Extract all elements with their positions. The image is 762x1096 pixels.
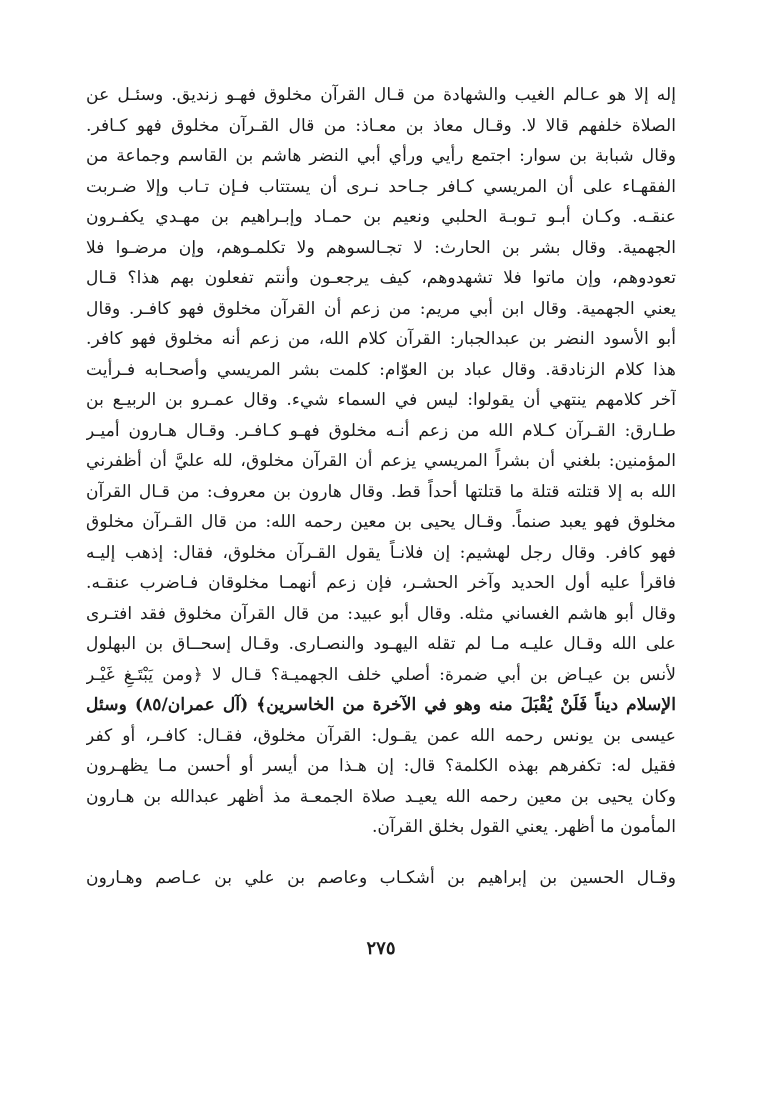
text-line: وقال أبو هاشم الغساني مثله. وقال أبو عبيد: من قال القرآن مخلوق فقد افتـرى bbox=[86, 603, 676, 624]
text-line: إله إلا هو عـالم الغيب والشهادة من قـال القرآن مخلوق فهـو زنديق. وسئـل عن bbox=[86, 85, 676, 105]
text-line: تعودوهم، وإن ماتوا فلا تشهدوهم، كيف يرجعـون وأنتم تفعلون بهم هذا؟ قـال bbox=[86, 268, 676, 288]
text-line: على الله وقـال عليـه مـا لم تقله اليهـود والنصـارى. وقـال إسحــاق بن البهلول bbox=[86, 634, 676, 654]
text-line: طـارق: القـرآن كـلام الله من زعم أنـه مخلوق فهـو كـافـر. وقـال هـارون أميـر bbox=[86, 420, 676, 441]
text-line: وكان يحيى بن معين رحمه الله يعيـد صلاة الجمعـة مذ أظهر عبدالله بن هـارون bbox=[86, 786, 676, 807]
text-line: الفقهـاء على أن المريسي كـافر جـاحد نـرى أن يستتاب فـإن تـاب وإلا ضـربت bbox=[86, 176, 676, 197]
text-line: وقال شبابة بن سوار: اجتمع رأيي ورأي أبي النضر هاشم بن القاسم وجماعة من bbox=[86, 146, 676, 166]
text-line: آخر كلامهم ينتهي أن يقولوا: ليس في السماء شيء. وقال عمـرو بن الربيـع بن bbox=[86, 390, 676, 410]
next-paragraph-line: وقـال الحسين بن إبراهيم بن أشكـاب وعاصم بن علي بن عـاصم وهـارون bbox=[86, 867, 676, 888]
page-number: ٢٧٥ bbox=[366, 938, 396, 959]
text-line: لأنس بن عيـاض بن أبي ضمرة: أصلي خلف الجهميـة؟ قـال لا ﴿ومن يَبْتَـغِ غَيْـر bbox=[86, 664, 676, 685]
paragraph-gap bbox=[86, 843, 676, 863]
text-line: الصلاة خلفهم قالا لا. وقـال معاذ بن معـاذ: من قال القـرآن مخلوق فهو كـافر. bbox=[86, 115, 676, 136]
text-line: عيسى بن يونس رحمه الله عمن يقـول: القرآن مخلوق، فقـال: كافـر، أو كفر bbox=[86, 725, 676, 746]
text-line: المأمون ما أظهر. يعني القول بخلق القرآن. bbox=[371, 817, 676, 837]
text-line: فهو كافر. وقال رجل لهشيم: إن فلانـاً يقول القـرآن مخلوق، فقال: إذهب إليـه bbox=[86, 542, 676, 563]
text-line: هذا كلام الزنادقة. وقال عباد بن العوّام: كلمت بشر المريسي وأصحـابه فـرأيت bbox=[86, 359, 676, 380]
text-line: الله به إلا قتلته قتلة ما قتلتها أحداً قط. وقال هارون بن معروف: من قـال القرآن bbox=[86, 481, 676, 502]
text-line: أبو الأسود النضر بن عبدالجبار: القرآن كلام الله، من زعم أنه مخلوق فهو كافر. bbox=[86, 329, 676, 349]
page-body bbox=[86, 80, 676, 893]
text-line: يعني الجهمية. وقال ابن أبي مريم: من زعم أن القرآن مخلوق فهو كافـر. وقال bbox=[86, 298, 676, 319]
text-line: فقيل له: تكفرهم بهذه الكلمة؟ قال: إن هـذا من أيسر أو أحسن مـا يظهـرون bbox=[86, 756, 676, 776]
text-line: مخلوق فهو يعبد صنماً. وقـال يحيى بن معين رحمه الله: من قال القـرآن مخلوق bbox=[86, 512, 676, 532]
text-line: فاقرأ عليه أول الحديد وآخر الحشـر، فإن زعم أنهمـا مخلوقان فـاضرب عنقـه. bbox=[86, 573, 676, 593]
quran-verse-line: الإسلام ديناً فَلَنْ يُقْبَلَ منه وهو في الآخرة من الخاسرين﴾ (آل عمران/٨٥) وسئل bbox=[86, 695, 676, 715]
text-line: الجهمية. وقال بشر بن الحارث: لا تجـالسوهم ولا تكلمـوهم، وإن مرضـوا فلا bbox=[86, 237, 676, 258]
text-line: المؤمنين: بلغني أن بشراً المريسي يزعم أن القرآن مخلوق، لله عليَّ أن أظفرني bbox=[86, 451, 676, 471]
text-line: عنقـه. وكـان أبـو تـوبـة الحلبي ونعيم بن حمـاد وإبـراهيم بن مهـدي يكفـرون bbox=[86, 207, 676, 227]
